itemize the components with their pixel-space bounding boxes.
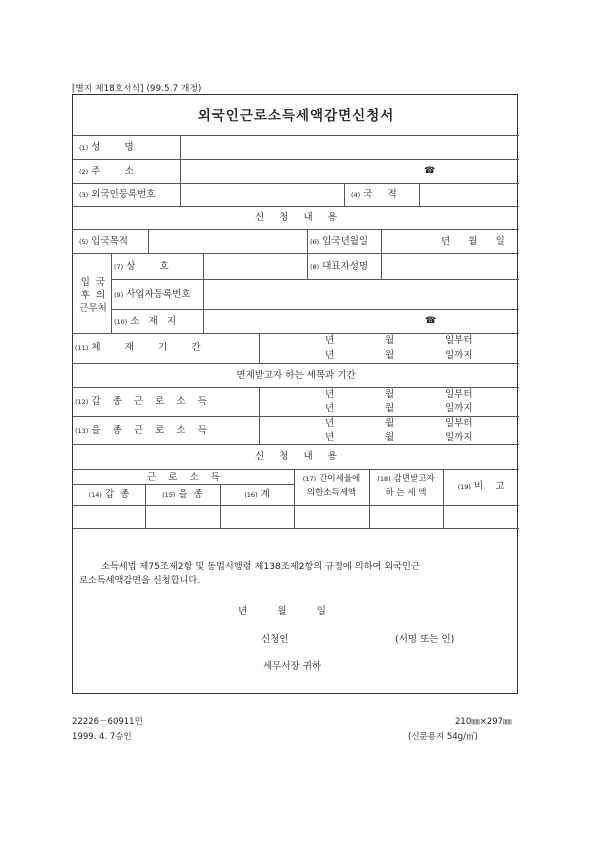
stay-month: 월 xyxy=(385,335,395,346)
name-label: (1) 성 명 xyxy=(79,142,134,153)
application-form xyxy=(72,94,518,694)
entry-purpose-field[interactable] xyxy=(149,230,306,252)
location-label: (10) 소 재 지 xyxy=(114,316,176,327)
col-simple-rate-tax: (17) 간이세율에 xyxy=(302,474,361,484)
entry-purpose-label: (5) 입국목적 xyxy=(79,236,128,247)
statement-line-1: 소득세법 제75조제2항 및 동법시행령 제138조제2항의 규정에 의하여 외국인근 xyxy=(101,561,420,572)
col-income-a: (14) 갑 종 xyxy=(88,489,130,500)
location-field[interactable] xyxy=(204,310,518,332)
income-b-month: 월 xyxy=(385,418,395,429)
col-simple-rate-tax-2: 의한소득세액 xyxy=(306,488,357,498)
nationality-field[interactable] xyxy=(420,184,518,205)
stay-to: 일까지 xyxy=(445,350,473,361)
phone-icon: ☎ xyxy=(425,316,437,326)
wage-income-header: 근 로 소 득 xyxy=(147,472,220,483)
income-b-month: 월 xyxy=(385,432,395,443)
sign-date: 년 월 일 xyxy=(238,606,326,617)
col-income-b: (15) 을 종 xyxy=(162,489,203,500)
form-title: 외국인근로소득세액감면신청서 xyxy=(197,108,395,124)
income-b-amount-field[interactable] xyxy=(146,506,219,527)
income-b-label: (13) 을 종 근 로 소 득 xyxy=(75,425,207,436)
stay-period-label: (11) 체 재 기 간 xyxy=(75,342,201,353)
col-remarks: (19) 비 고 xyxy=(457,481,505,492)
income-a-year: 년 xyxy=(325,403,335,414)
reduce-tax-field[interactable] xyxy=(370,506,442,527)
entry-date-units: 년 월 일 xyxy=(441,236,505,247)
section-application-details-2: 신 청 내 용 xyxy=(254,451,337,462)
name-field[interactable] xyxy=(181,136,518,158)
income-b-year: 년 xyxy=(325,432,335,443)
entry-date-label: (6) 입국년월일 xyxy=(310,236,369,247)
income-a-amount-field[interactable] xyxy=(74,506,144,527)
workplace-group-label-3: 근무처 xyxy=(79,303,107,314)
workplace-group-label-2: 후 의 xyxy=(80,290,106,301)
col-total: (16) 계 xyxy=(244,489,270,500)
col-reduce-tax-2: 하 는 세 액 xyxy=(385,488,427,498)
form-approval-date: 1999. 4. 7승인 xyxy=(72,732,132,742)
form-code: [별지 제18호서식] (99.5.7 개정) xyxy=(72,84,202,94)
stay-year: 년 xyxy=(325,350,335,361)
addressee: 세무서장 귀하 xyxy=(263,661,322,672)
income-a-from: 일부터 xyxy=(445,389,473,400)
company-name-field[interactable] xyxy=(204,254,306,278)
col-reduce-tax: (18) 감면받고자 xyxy=(377,474,435,484)
simple-rate-tax-field[interactable] xyxy=(295,506,368,527)
income-a-year: 년 xyxy=(325,389,335,400)
remarks-field[interactable] xyxy=(444,506,518,527)
representative-field[interactable] xyxy=(382,254,518,278)
stay-month: 월 xyxy=(385,350,395,361)
business-registration-label: (9) 사업자등록번호 xyxy=(114,289,191,300)
section-exempt-tax: 면제받고자 하는 세목과 기간 xyxy=(236,370,356,381)
phone-icon: ☎ xyxy=(424,166,436,176)
income-a-to: 일까지 xyxy=(445,403,473,414)
income-a-month: 월 xyxy=(385,403,395,414)
income-b-to: 일까지 xyxy=(445,432,473,443)
business-registration-field[interactable] xyxy=(204,280,518,308)
total-amount-field[interactable] xyxy=(221,506,293,527)
nationality-label: (4) 국 적 xyxy=(351,189,397,200)
representative-label: (8) 대표자성명 xyxy=(310,261,369,272)
statement-line-2: 로소득세액감면을 신청합니다. xyxy=(79,575,201,586)
applicant-name-field[interactable] xyxy=(298,630,393,646)
alien-registration-label: (3) 외국인등록번호 xyxy=(79,189,156,200)
sign-note: (서명 또는 인) xyxy=(395,634,455,645)
form-approval-number: 22226－60911민 xyxy=(72,717,143,727)
company-name-label: (7) 상 호 xyxy=(114,261,169,272)
income-b-from: 일부터 xyxy=(445,418,473,429)
stay-from: 일부터 xyxy=(445,335,473,346)
paper-size: 210㎜×297㎜ xyxy=(455,717,512,727)
address-field[interactable] xyxy=(181,160,518,182)
income-a-month: 월 xyxy=(385,389,395,400)
income-b-year: 년 xyxy=(325,418,335,429)
alien-registration-field[interactable] xyxy=(181,184,343,205)
paper-type: (신문용지 54g/㎡) xyxy=(408,732,478,742)
stay-year: 년 xyxy=(325,335,335,346)
applicant-label: 신청인 xyxy=(261,634,289,645)
workplace-group-label-1: 입 국 xyxy=(80,277,106,288)
section-application-details: 신 청 내 용 xyxy=(254,212,337,223)
address-label: (2) 주 소 xyxy=(79,166,134,177)
income-a-label: (12) 갑 종 근 로 소 득 xyxy=(75,396,207,407)
